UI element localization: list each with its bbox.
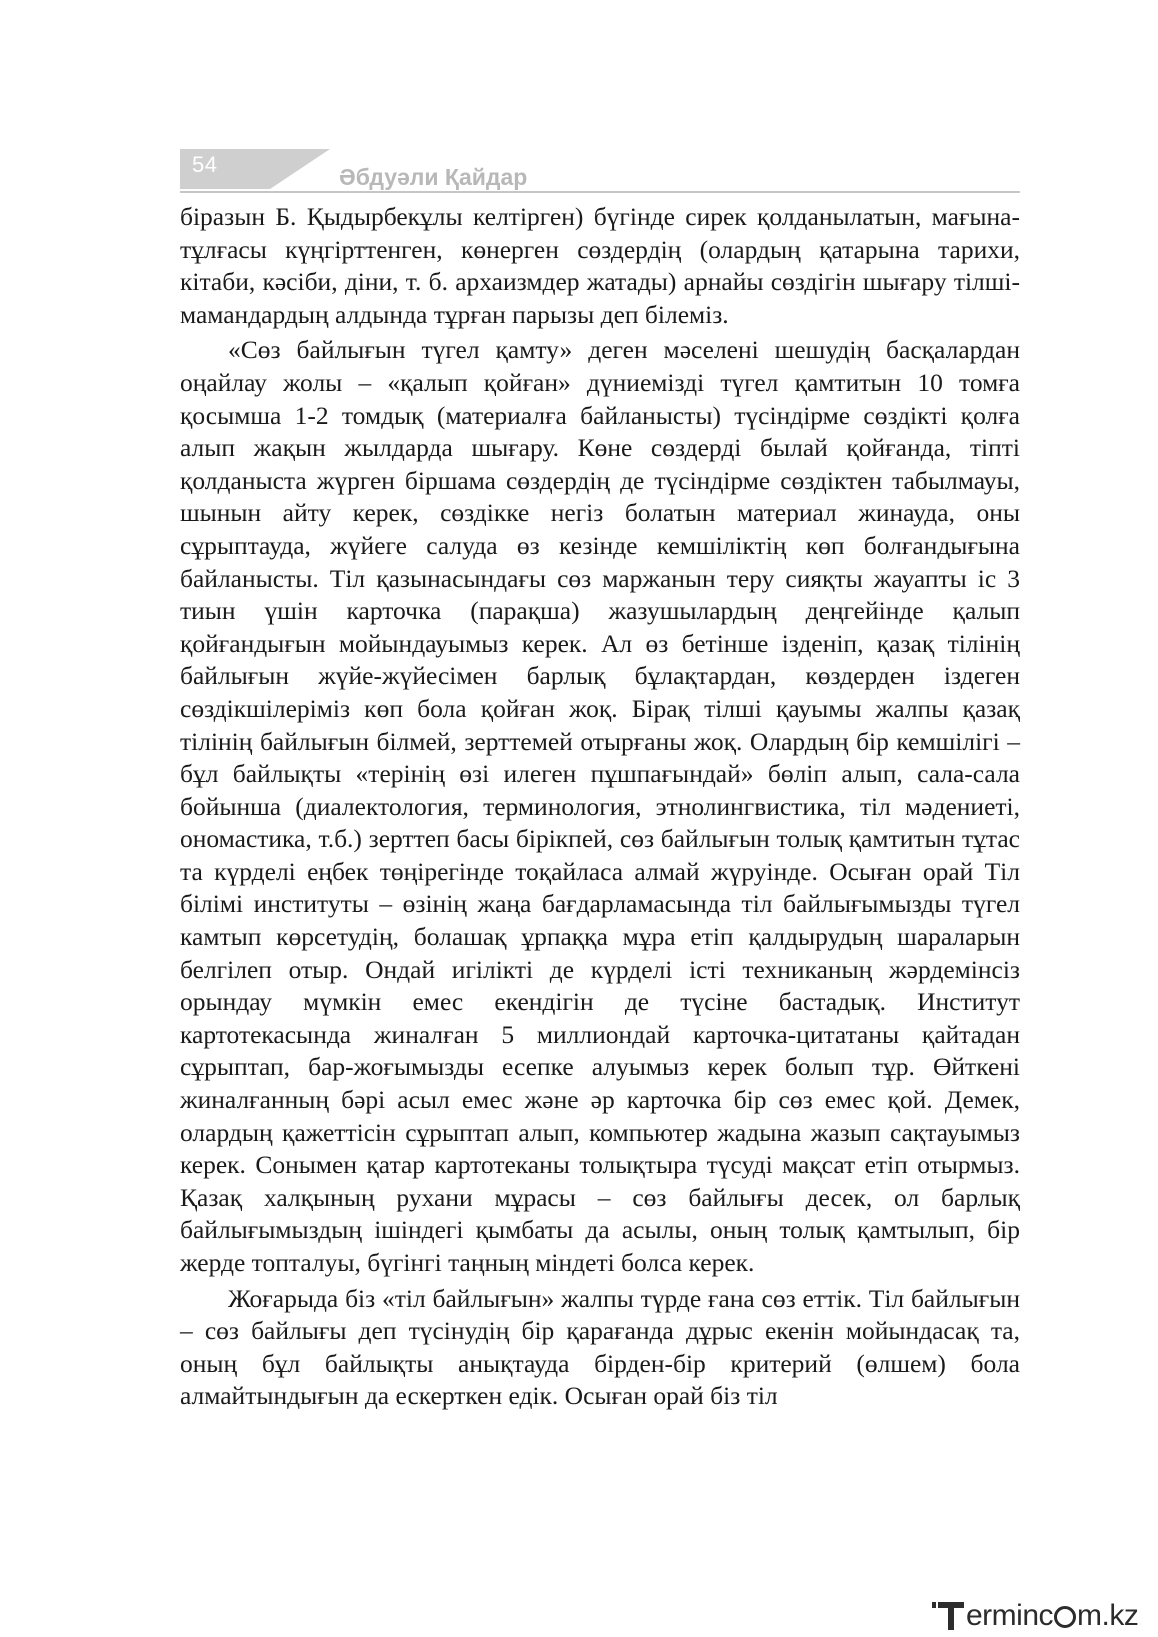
page-number: 54: [192, 152, 218, 177]
header-rule: [180, 191, 1020, 193]
paragraph-2: «Сөз байлығын түгел қамту» деген мәселені шешудің басқалардан оңайлау жолы – «қалып қойған» дүниемізді түгел қамтитын 10 томға қосымша 1-2 томдық (материалға байланысты) түсіндірме сөздікті қолға алып жақын жылдарда шығару. Көне сөздерді былай қойғанда, тіпті қолданыста жүрген біршама сөздердің де түсіндірме сөздіктен табылмауы, шынын айту керек, сөздікке негіз болатын материал жинауда, оны сұрыптауда, жүйеге салуда өз кезінде кемшіліктің көп болғандығына байланысты. Тіл қазынасындағы сөз маржанын теру сияқты жауапты іс 3 тиын үшін карточка (парақша) жазушылардың деңгейінде қалып қойғандығын мойындауымыз керек. Ал өз бетінше ізденіп, қазақ тілінің байлығын жүйе-жүйесімен барлық бұлақтардан, көздерден іздеген сөздікшілеріміз көп бола қойған жоқ. Бірақ тілші қауымы жалпы қазақ тілінің байлығын білмей, зерттемей отырғаны жоқ. Олардың бір кемшілігі – бұл байлықты «терінің өзі илеген пұшпағындай» бөліп алып, сала-сала бойынша (диалектология, терминология, этнолингвистика, тіл мәдениеті, ономастика, т.б.) зерттеп басы бірікпей, сөз байлығын толық қамтитын тұтас та күрделі еңбек төңірегінде тоқайласа алмай жүруінде. Осыған орай Тіл білімі институты – өзінің жаңа бағдарламасында тіл байлығымызды түгел камтып көрсетудің, болашақ ұрпаққа мұра етіп қалдырудың шараларын белгілеп отыр. Ондай игілікті де күрделі істі техниканың жәрдемінсіз орындау мүмкін емес екендігін де түсіне бастадық. Институт картотекасында жиналған 5 миллиондай карточка-цитатаны қайтадан сұрыптап, бар-жоғымызды есепке алуымыз керек болып тұр. Өйткені жиналғанның бәрі асыл емес және әр карточка бір сөз емес қой. Демек, олардың қажеттісін сұрыптап алып, компьютер жадына жазып сақтауымыз керек. Сонымен қатар картотеканы толықтыра түсуді мақсат етіп отырмыз. Қазақ халқының рухани мұрасы – сөз байлығы десек, ол барлық байлығымыздың ішіндегі қымбаты да асылы, оның толық қамтылып, бір жерде топталуы, бүгінгі таңның міндеті болса керек.: [180, 335, 1020, 1277]
watermark-text-part-2: c: [1038, 1599, 1054, 1632]
page-body: [180, 201, 1020, 1413]
paragraph-3: Жоғарыда біз «тіл байлығын» жалпы түрде ғана сөз еттік. Тіл байлығын – сөз байлығы деп түсінудің бір қарағанда дұрыс екенін мойындасақ та, оның бұл байлықты анықтауда бірден-бір критерий (өлшем) бола алмайтындығын да ескерткен едік. Осыған орай біз тіл: [180, 1283, 1020, 1411]
watermark-t-glyph-icon: [938, 1600, 964, 1632]
termincom-watermark-logo: [938, 1598, 1138, 1634]
watermark-globe-icon: [1054, 1606, 1076, 1628]
page-number-tab-wedge: [270, 149, 330, 189]
paragraph-1: біразын Б. Қыдырбекұлы келтірген) бүгінде сирек қолданылатын, мағына-тұлғасы күңгірттенген, көнерген сөздердің (олардың қатарына тарихи, кітаби, кәсіби, діни, т. б. архаизмдер жатады) арнайы сөздігін шығару тілші-мамандардың алдында тұрған парызы деп білеміз.: [180, 202, 1020, 329]
running-head-author: Әбдуәли Қайдар: [339, 164, 528, 190]
watermark-text-part-3: m.kz: [1077, 1599, 1139, 1632]
watermark-text-part-1: ermin: [966, 1599, 1039, 1632]
